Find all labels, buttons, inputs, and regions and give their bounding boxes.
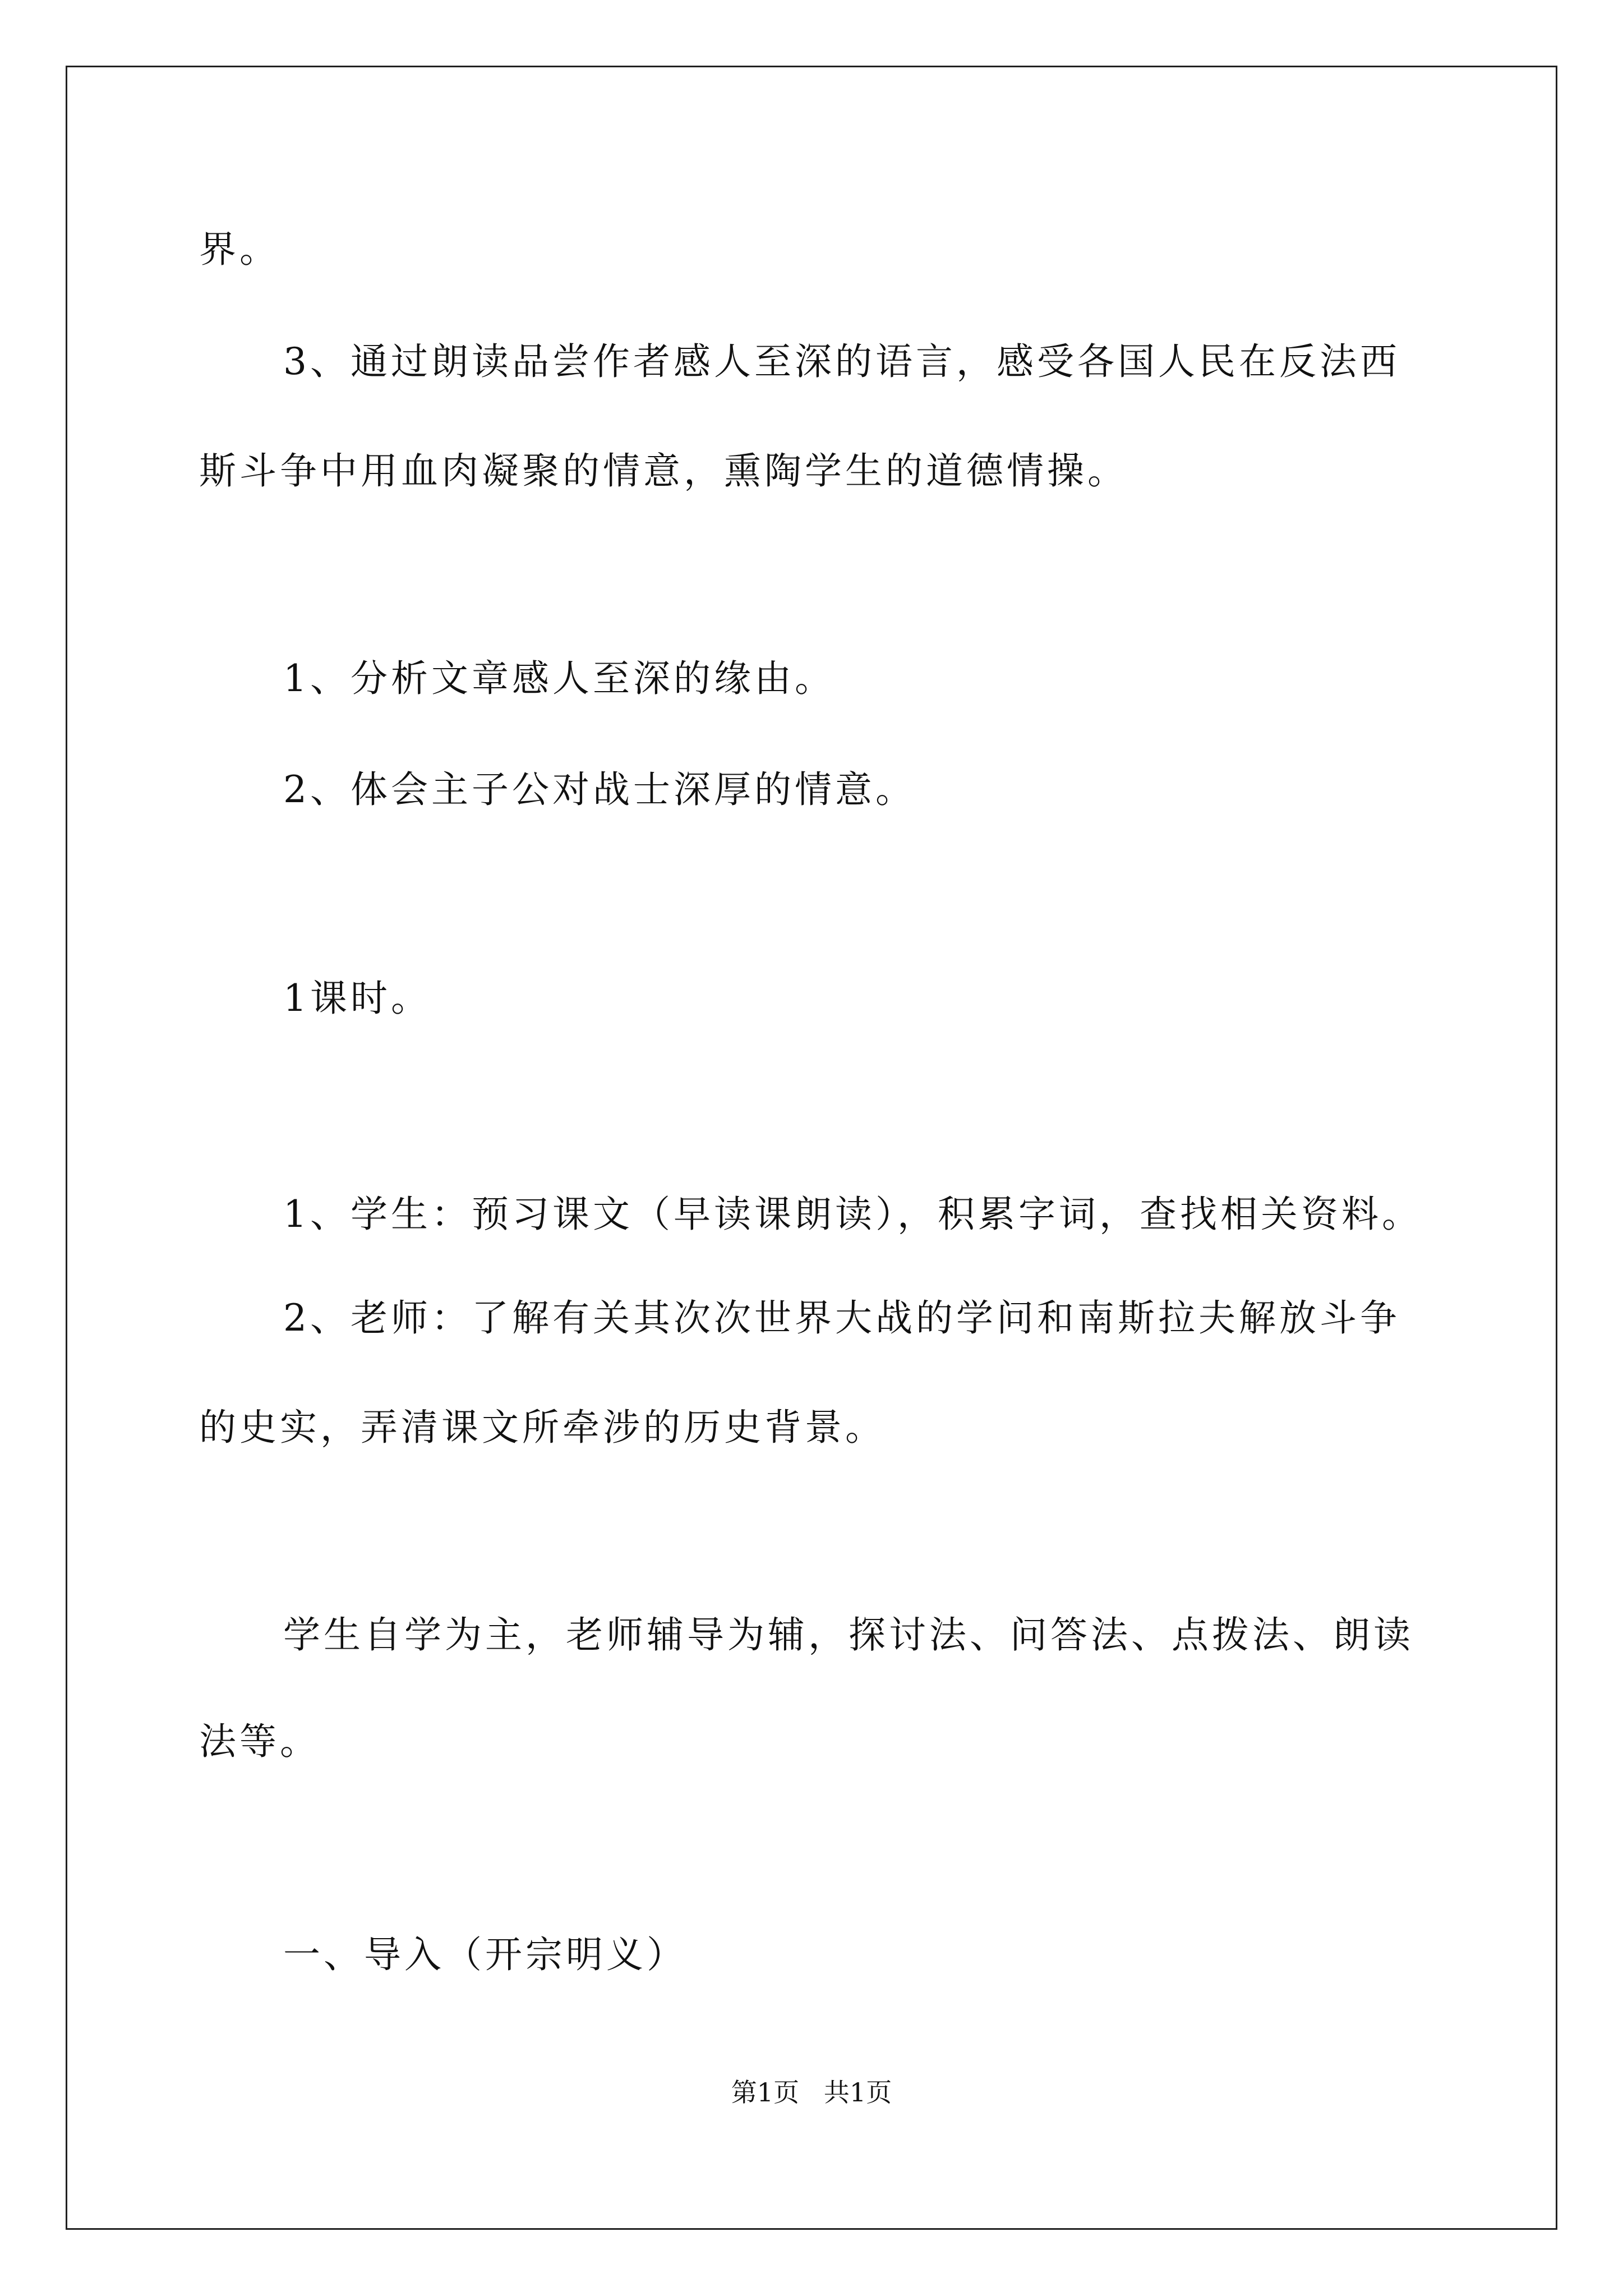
text-line: 一、导入（开宗明义） <box>283 1933 687 1976</box>
text-line: 1、学生：预习课文（早读课朗读），积累字词，查找相关资料。 <box>283 1193 1422 1236</box>
text-line: 的史实，弄清课文所牵涉的历史背景。 <box>199 1406 886 1449</box>
text-line: 2、老师：了解有关其次次世界大战的学问和南斯拉夫解放斗争 <box>283 1296 1400 1340</box>
page-footer: 第1页 共1页 <box>731 2077 892 2108</box>
text-line: 法等。 <box>199 1720 320 1763</box>
text-line: 斯斗争中用血肉凝聚的情意，熏陶学生的道德情操。 <box>199 449 1128 493</box>
text-line: 2、体会主子公对战士深厚的情意。 <box>283 768 916 811</box>
text-line: 1课时。 <box>283 977 431 1020</box>
text-line: 1、分析文章感人至深的缘由。 <box>283 657 835 700</box>
text-line: 3、通过朗读品尝作者感人至深的语言，感受各国人民在反法西 <box>283 340 1400 383</box>
page-border <box>66 66 1557 2230</box>
text-line: 学生自学为主，老师辅导为辅，探讨法、问答法、点拨法、朗读 <box>283 1613 1414 1657</box>
text-line: 界。 <box>199 228 280 271</box>
